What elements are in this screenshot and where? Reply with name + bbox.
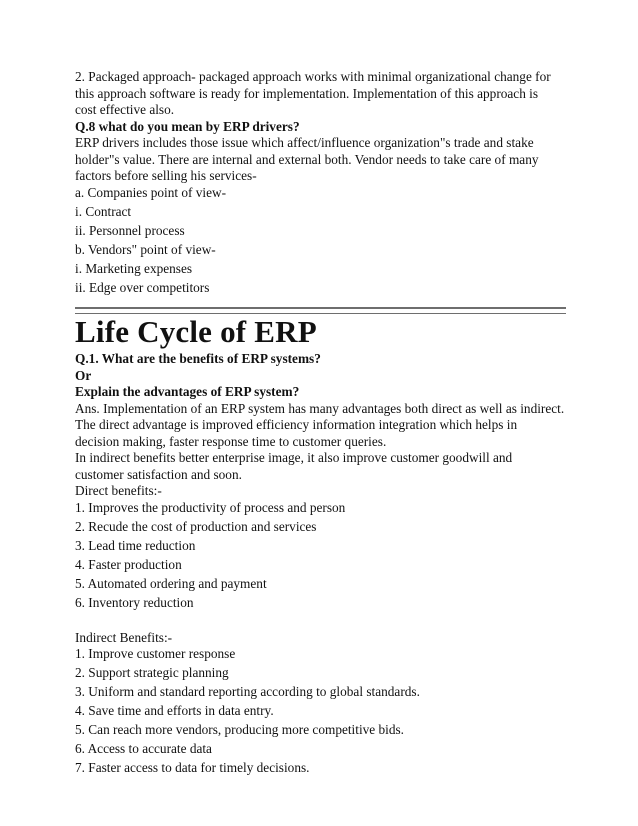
erp-drivers-answer-line-1: ERP drivers includes those issue which affect/influence organization"s trade and stake xyxy=(75,135,534,150)
list-item: 3. Lead time reduction xyxy=(75,537,196,553)
section-title: Life Cycle of ERP xyxy=(75,314,317,349)
list-item: 1. Improves the productivity of process and person xyxy=(75,499,346,515)
companies-point-of-view xyxy=(75,185,575,297)
list-item: 2. Recude the cost of production and services xyxy=(75,518,317,534)
list-item: 3. Uniform and standard reporting according to global standards. xyxy=(75,684,420,699)
question-erp-drivers: Q.8 what do you mean by ERP drivers? xyxy=(75,118,300,134)
direct-benefits-list xyxy=(75,500,575,612)
question-advantages: Explain the advantages of ERP system? xyxy=(75,384,300,399)
section-divider xyxy=(75,307,566,314)
packaged-approach-line-2: this approach software is ready for implementation. Implementation of this approach is xyxy=(75,85,539,101)
packaged-approach-line-1: 2. Packaged approach- packaged approach works with minimal organizational change for xyxy=(75,69,551,84)
erp-drivers-answer-line-3: factors before selling his services- xyxy=(75,168,257,183)
vendors-heading: b. Vendors" point of view- xyxy=(75,241,216,257)
list-item: 2. Support strategic planning xyxy=(75,665,229,680)
list-item: i. Contract xyxy=(75,203,132,219)
list-item: 7. Faster access to data for timely decisions. xyxy=(75,760,310,775)
spacer xyxy=(75,614,575,630)
direct-benefits-heading: Direct benefits:- xyxy=(75,483,162,498)
indirect-benefits-heading: Indirect Benefits:- xyxy=(75,629,173,645)
packaged-approach-line-3: cost effective also. xyxy=(75,102,175,117)
question-or: Or xyxy=(75,367,92,383)
document-page xyxy=(75,69,575,779)
answer-line-5: customer satisfaction and soon. xyxy=(75,466,242,482)
list-item: 5. Can reach more vendors, producing more competitive bids. xyxy=(75,722,405,737)
answer-line-1: Ans. Implementation of an ERP system has many advantages both direct as well as indirect. xyxy=(75,400,565,416)
indirect-benefits-list xyxy=(75,646,575,777)
list-item: 1. Improve customer response xyxy=(75,646,236,661)
list-item: i. Marketing expenses xyxy=(75,260,193,276)
list-item: 5. Automated ordering and payment xyxy=(75,575,267,591)
list-item: 4. Save time and efforts in data entry. xyxy=(75,703,274,718)
answer-line-3: decision making, faster response time to customer queries. xyxy=(75,433,387,449)
list-item: 4. Faster production xyxy=(75,556,182,572)
erp-drivers-answer-line-2: holder"s value. There are internal and external both. Vendor needs to take care of many xyxy=(75,151,539,167)
list-item: ii. Personnel process xyxy=(75,222,185,238)
list-item: ii. Edge over competitors xyxy=(75,279,210,295)
answer-line-4: In indirect benefits better enterprise image, it also improve customer goodwill and xyxy=(75,450,513,465)
companies-heading: a. Companies point of view- xyxy=(75,184,227,200)
list-item: 6. Inventory reduction xyxy=(75,594,194,610)
list-item: 6. Access to accurate data xyxy=(75,741,212,756)
question-benefits: Q.1. What are the benefits of ERP systems? xyxy=(75,351,321,366)
answer-line-2: The direct advantage is improved efficiency information integration which helps in xyxy=(75,417,518,432)
